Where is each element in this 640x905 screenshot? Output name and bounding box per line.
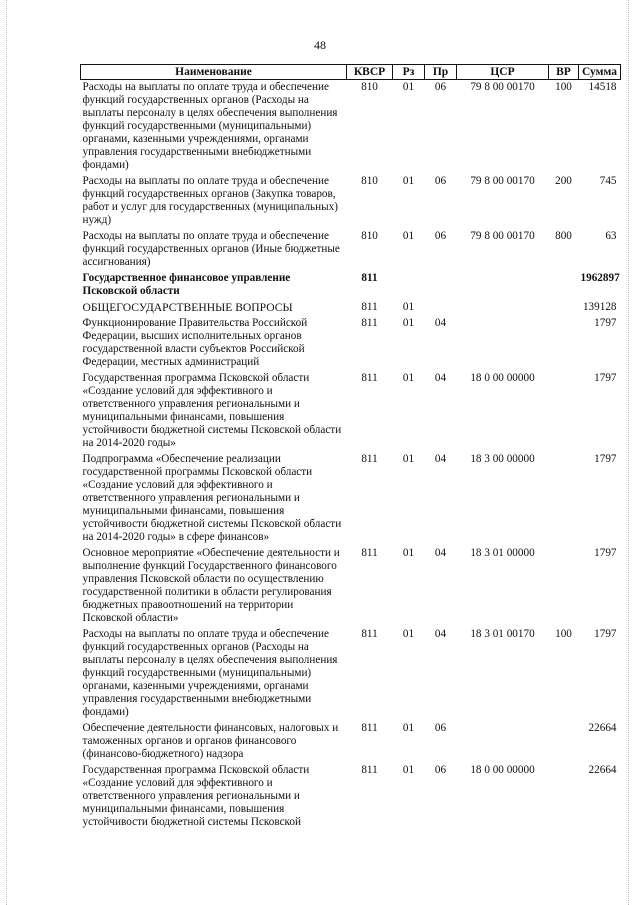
cell-sum: 1797 bbox=[594, 372, 617, 384]
cell-vr bbox=[549, 452, 579, 546]
cell-pr: 06 bbox=[434, 230, 447, 242]
cell-csr: 18 0 00 00000 bbox=[470, 372, 535, 384]
table-row bbox=[81, 452, 621, 546]
cell-csr bbox=[457, 300, 549, 316]
cell-vr: 200 bbox=[555, 175, 572, 187]
cell-rz: 01 bbox=[402, 301, 415, 313]
cell-pr: 06 bbox=[434, 81, 447, 93]
cell-kvsr: 811 bbox=[361, 628, 378, 640]
cell-pr: 04 bbox=[434, 372, 447, 384]
scan-edge-right bbox=[628, 0, 630, 905]
cell-kvsr: 811 bbox=[361, 764, 378, 776]
cell-csr: 79 8 00 00170 bbox=[470, 175, 535, 187]
cell-vr: 100 bbox=[555, 628, 572, 640]
budget-table bbox=[80, 64, 621, 831]
table-row bbox=[81, 546, 621, 627]
cell-kvsr: 811 bbox=[361, 372, 378, 384]
cell-sum: 14518 bbox=[588, 81, 617, 93]
cell-kvsr: 811 bbox=[361, 272, 378, 284]
cell-name: Функционирование Правительства Российской Федерации, высших исполнительных органов государственной власти субъектов Российской Федерации, местных администраций bbox=[82, 317, 308, 368]
cell-kvsr: 811 bbox=[361, 722, 378, 734]
cell-pr: 06 bbox=[434, 764, 447, 776]
cell-name: Государственное финансовое управление Псковской области bbox=[82, 272, 291, 297]
scan-edge-left bbox=[6, 0, 8, 905]
cell-name: Обеспечение деятельности финансовых, налоговых и таможенных органов и органов финансового (финансово-бюджетного) надзора bbox=[82, 722, 339, 760]
cell-rz: 01 bbox=[402, 453, 415, 465]
cell-kvsr: 811 bbox=[361, 317, 378, 329]
table-row bbox=[81, 271, 621, 300]
cell-vr bbox=[549, 546, 579, 627]
cell-rz: 01 bbox=[402, 175, 415, 187]
cell-name: Основное мероприятие «Обеспечение деятельности и выполнение функций Государственного финансового управления Псковской области по осуществлению государственной политики в области регулирования бюджетных правоотношений на территории Псковской области» bbox=[82, 547, 340, 624]
cell-kvsr: 810 bbox=[361, 230, 378, 242]
cell-pr: 04 bbox=[434, 453, 447, 465]
cell-sum: 22664 bbox=[588, 722, 617, 734]
cell-vr: 100 bbox=[555, 81, 572, 93]
table-row bbox=[81, 371, 621, 452]
cell-sum: 1797 bbox=[594, 628, 617, 640]
cell-vr: 800 bbox=[555, 230, 572, 242]
column-header-kvsr: КВСР bbox=[347, 65, 393, 80]
cell-pr: 06 bbox=[434, 722, 447, 734]
cell-name: Государственная программа Псковской области «Создание условий для эффективного и ответственного управления региональными и муниципальными финансами, повышения устойчивости бюджетной системы Псковской bbox=[82, 764, 310, 828]
cell-vr bbox=[549, 316, 579, 371]
cell-rz bbox=[393, 271, 425, 300]
cell-sum: 63 bbox=[605, 230, 617, 242]
cell-name: Расходы на выплаты по оплате труда и обеспечение функций государственных органов (Расходы на выплаты персоналу в целях обеспечения выполнения функций государственными (муниципальными) органами, казенными учреждениями, органами управления государственными внебюджетными фондами) bbox=[82, 628, 338, 718]
cell-csr: 79 8 00 00170 bbox=[470, 230, 535, 242]
cell-csr bbox=[457, 316, 549, 371]
cell-rz: 01 bbox=[402, 547, 415, 559]
table-row bbox=[81, 300, 621, 316]
table-row bbox=[81, 763, 621, 831]
cell-rz: 01 bbox=[402, 722, 415, 734]
cell-name: Подпрограмма «Обеспечение реализации государственной программы Псковской области «Создание условий для эффективного и ответственного управления региональными и муниципальными финансами, повышения устойчивости бюджетной системы Псковской области на 2014-2020 годы» в сфере финансов» bbox=[82, 453, 342, 543]
table-header-row bbox=[81, 65, 621, 80]
column-header-pr: Пр bbox=[425, 65, 457, 80]
cell-rz: 01 bbox=[402, 628, 415, 640]
cell-kvsr: 810 bbox=[361, 81, 378, 93]
cell-vr bbox=[549, 300, 579, 316]
cell-csr: 18 0 00 00000 bbox=[470, 764, 535, 776]
column-header-rz: Рз bbox=[393, 65, 425, 80]
cell-pr bbox=[425, 271, 457, 300]
cell-name: Расходы на выплаты по оплате труда и обеспечение функций государственных органов (Иные бюджетные ассигнования) bbox=[82, 230, 340, 268]
page-number: 48 bbox=[314, 38, 326, 52]
cell-kvsr: 810 bbox=[361, 175, 378, 187]
cell-sum: 745 bbox=[599, 175, 617, 187]
table-row bbox=[81, 627, 621, 721]
cell-csr: 18 3 01 00000 bbox=[470, 547, 535, 559]
cell-name: Государственная программа Псковской области «Создание условий для эффективного и ответственного управления региональными и муниципальными финансами, повышения устойчивости бюджетной системы Псковской области на 2014-2020 годы» bbox=[82, 372, 342, 449]
column-header-csr: ЦСР bbox=[457, 65, 549, 80]
column-header-sum: Сумма bbox=[579, 65, 621, 80]
cell-vr bbox=[549, 271, 579, 300]
cell-sum: 22664 bbox=[588, 764, 617, 776]
cell-kvsr: 811 bbox=[361, 547, 378, 559]
cell-sum: 1797 bbox=[594, 317, 617, 329]
table-row bbox=[81, 229, 621, 271]
table-row bbox=[81, 80, 621, 175]
cell-kvsr: 811 bbox=[361, 301, 378, 313]
cell-pr: 04 bbox=[434, 628, 447, 640]
cell-sum: 1962897 bbox=[580, 272, 620, 284]
cell-rz: 01 bbox=[402, 317, 415, 329]
cell-name: ОБЩЕГОСУДАРСТВЕННЫЕ ВОПРОСЫ bbox=[82, 301, 293, 314]
cell-csr bbox=[457, 721, 549, 763]
cell-rz: 01 bbox=[402, 230, 415, 242]
cell-csr bbox=[457, 271, 549, 300]
cell-sum: 139128 bbox=[582, 301, 617, 313]
cell-pr: 04 bbox=[434, 547, 447, 559]
cell-sum: 1797 bbox=[594, 453, 617, 465]
cell-pr: 06 bbox=[434, 175, 447, 187]
cell-vr bbox=[549, 721, 579, 763]
table-row bbox=[81, 174, 621, 229]
column-header-name: Наименование bbox=[81, 65, 347, 80]
cell-kvsr: 811 bbox=[361, 453, 378, 465]
cell-vr bbox=[549, 763, 579, 831]
cell-sum: 1797 bbox=[594, 547, 617, 559]
cell-name: Расходы на выплаты по оплате труда и обеспечение функций государственных органов (Закупка товаров, работ и услуг для государственных (муниципальных) нужд) bbox=[82, 175, 338, 226]
column-header-vr: ВР bbox=[549, 65, 579, 80]
cell-pr bbox=[425, 300, 457, 316]
cell-vr bbox=[549, 371, 579, 452]
cell-csr: 18 3 01 00170 bbox=[470, 628, 535, 640]
cell-csr: 18 3 00 00000 bbox=[470, 453, 535, 465]
table-row bbox=[81, 721, 621, 763]
cell-pr: 04 bbox=[434, 317, 447, 329]
cell-name: Расходы на выплаты по оплате труда и обеспечение функций государственных органов (Расходы на выплаты персоналу в целях обеспечения выполнения функций государственными (муниципальными) органами, казенными учреждениями, органами управления государственными внебюджетными фондами) bbox=[82, 81, 338, 171]
cell-rz: 01 bbox=[402, 81, 415, 93]
cell-rz: 01 bbox=[402, 764, 415, 776]
cell-csr: 79 8 00 00170 bbox=[470, 81, 535, 93]
table-row bbox=[81, 316, 621, 371]
cell-rz: 01 bbox=[402, 372, 415, 384]
